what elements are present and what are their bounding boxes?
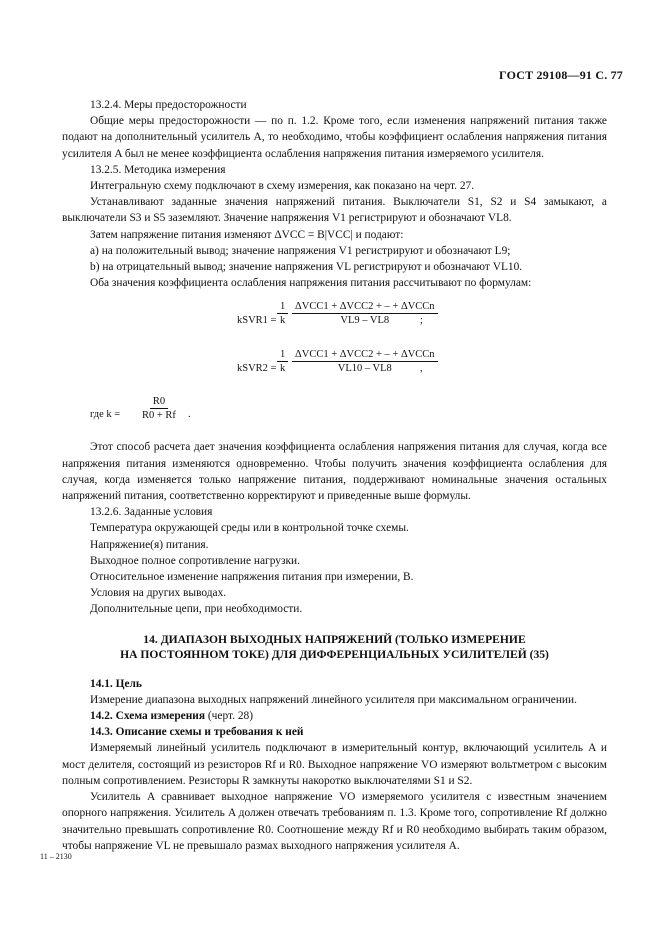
paragraph: Устанавливают заданные значения напряжений питания. Выключатели S1, S2 и S4 замыкают, а выключатели S3 и S5 заземляют. Значение напряжения V1 регистрируют и обозначают VL8.	[62, 196, 607, 225]
formula-ksvr1: kSVR1 = $\frac{1}{k}$ ΔVCC1 + ΔVCC2 + – + ΔVCCn VL9 – VL8 ;	[62, 297, 607, 343]
condition-item: Условия на других выводах.	[90, 587, 227, 600]
paragraph: Оба значения коэффициента ослабления напряжения питания рассчитывают по формулам:	[90, 277, 532, 290]
paragraph: Измеряемый линейный усилитель подключают в измерительный контур, включающий усилитель A и мост делителя, состоящий из резисторов Rf и R0. Выходное напряжение VO измеряют вольтметром с высоким полным сопротивлением. Резисторы R замкнуты накоротко выключателями S1 и S2.	[62, 742, 607, 787]
paragraph: Измерение диапазона выходных напряжений линейного усилителя при максимальном ограничении.	[90, 693, 577, 706]
fraction: $\frac{R0}{R0 + Rf}$	[142, 396, 176, 422]
paragraph: Затем напряжение питания изменяют ΔVCC = B|VCC| и подают:	[90, 228, 404, 241]
formula-k: где k = $\frac{R0}{R0 + Rf}$ .	[62, 395, 607, 431]
paragraph: Усилитель A сравнивает выходное напряжение VO измеряемого усилителя с известным значением опорного напряжения. Усилитель A должен отвечать требованиям п. 1.3. Кроме того, сопротивление Rf должно значительно превышать сопротивление R0. Соотношение между Rf и R0 необходимо выбирать таким образом, чтобы напряжение VL не превышало размах выходного напряжения усилителя A.	[62, 791, 607, 852]
page-header: ГОСТ 29108—91 С. 77	[499, 68, 623, 82]
section-13-2-5-title: 13.2.5. Методика измерения	[90, 163, 226, 176]
section-13-2-4-title: 13.2.4. Меры предосторожности	[90, 99, 247, 111]
section-13-2-4-text: Общие меры предосторожности — по п. 1.2. Кроме того, если изменения напряжений питания также подают на дополнительный усилитель A, то необходимо, чтобы коэффициент ослабления напряжения питания усилителя A был не менее коэффициента ослабления напряжения питания измеряемого усилителя.	[62, 115, 607, 160]
section-14-3-title: 14.3. Описание схемы и требования к ней	[90, 726, 304, 739]
section-14-2: 14.2. Схема измерения (черт. 28)	[90, 710, 254, 723]
condition-item: Выходное полное сопротивление нагрузки.	[90, 554, 300, 567]
formula-ksvr2: kSVR2 = $\frac{1}{k}$ ΔVCC1 + ΔVCC2 + – + ΔVCCn VL10 – VL8 ,	[62, 345, 607, 391]
formula-lhs: где k =	[90, 409, 121, 421]
formula-lhs: kSVR2 =	[237, 363, 277, 375]
paragraph: Интегральную схему подключают в схему измерения, как показано на черт. 27.	[90, 180, 475, 193]
list-item: b) на отрицательный вывод; значение напряжения VL регистрируют и обозначают VL10.	[90, 261, 523, 274]
condition-item: Дополнительные цепи, при необходимости.	[90, 603, 303, 616]
section-13-2-6-title: 13.2.6. Заданные условия	[90, 506, 213, 519]
formula-lhs: kSVR1 =	[237, 315, 277, 327]
page-body	[62, 97, 607, 854]
fraction: ΔVCC1 + ΔVCC2 + – + ΔVCCn VL10 – VL8	[292, 348, 438, 375]
fraction: ΔVCC1 + ΔVCC2 + – + ΔVCCn VL9 – VL8	[292, 300, 438, 327]
fraction: $\frac{1}{k}$	[277, 348, 288, 375]
list-item: а) на положительный вывод; значение напряжения V1 регистрируют и обозначают L9;	[90, 244, 511, 257]
paragraph: Этот способ расчета дает значения коэффициента ослабления напряжения питания для случая, когда все напряжения питания изменяются одновременно. Чтобы получить значения коэффициента ослабления для случая, когда изменяется только напряжение питания, поддерживают номинальные значения остальных напряжений питания, соответственно корректируют и приведенные выше формулы.	[62, 441, 607, 503]
section-14-heading: 14. ДИАПАЗОН ВЫХОДНЫХ НАПРЯЖЕНИЙ (ТОЛЬКО ИЗМЕРЕНИЕ НА ПОСТОЯННОМ ТОКЕ) ДЛЯ ДИФФЕРЕНЦИАЛЬНЫХ УСИЛИТЕЛЕЙ (35)	[120, 632, 549, 661]
condition-item: Напряжение(я) питания.	[90, 538, 209, 551]
section-14-1-title: 14.1. Цель	[90, 677, 142, 690]
condition-item: Температура окружающей среды или в контрольной точке схемы.	[90, 522, 409, 535]
fraction: $\frac{1}{k}$	[277, 300, 288, 327]
page-footer-code: 11 – 2130	[40, 852, 72, 861]
condition-item: Относительное изменение напряжения питания при измерении, В.	[90, 571, 414, 584]
